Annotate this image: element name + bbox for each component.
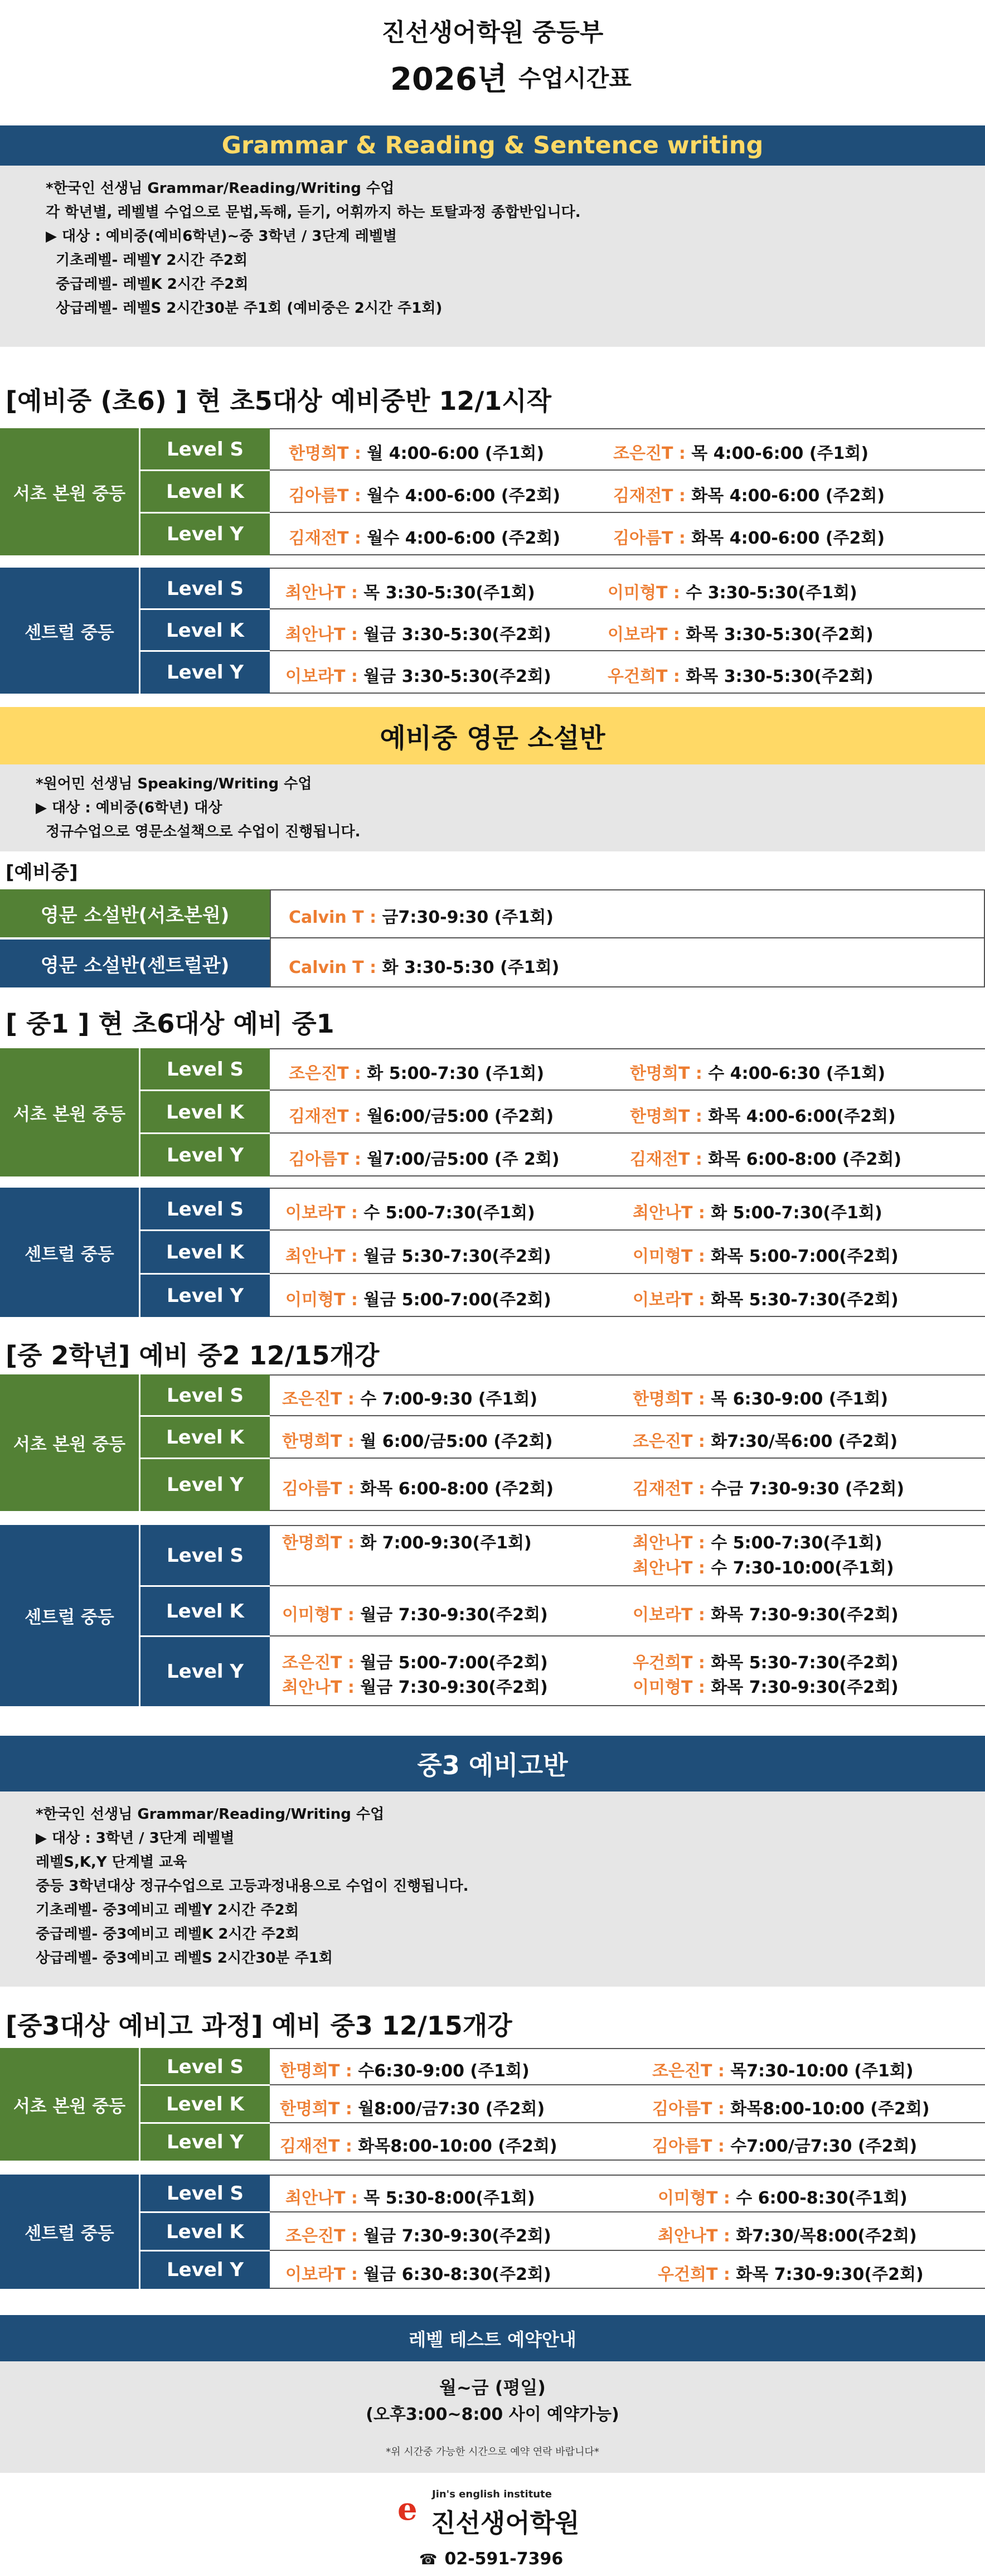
schedule-cell: 김재전T : 월수 4:00-6:00 (주2회) bbox=[289, 529, 561, 548]
schedule-cell: 최안나T : 목 3:30-5:30(주1회) bbox=[285, 583, 535, 603]
section-heading: [중 2학년] 예비 중2 12/15개강 bbox=[6, 1340, 380, 1371]
level-label: Level Y bbox=[140, 513, 270, 555]
phone-icon: ☎ bbox=[419, 2551, 438, 2568]
schedule-cell: 한명희T : 수6:30-9:00 (주1회) bbox=[280, 2061, 530, 2081]
section-heading: [중3대상 예비고 과정] 예비 중3 12/15개강 bbox=[6, 2011, 512, 2041]
schedule-cell: 이보라T : 화목 5:30-7:30(주2회) bbox=[633, 1290, 899, 1310]
section-heading: [ 중1 ] 현 초6대상 예비 중1 bbox=[6, 1009, 334, 1039]
schedule-cell: 최안나T : 월금 3:30-5:30(주2회) bbox=[285, 625, 551, 645]
level-label: Level Y bbox=[140, 2123, 270, 2161]
prehigh-info-line: *한국인 선생님 Grammar/Reading/Writing 수업 bbox=[36, 1806, 385, 1823]
schedule-cell: 조은진T : 목 4:00-6:00 (주1회) bbox=[613, 444, 869, 463]
schedule-cell: 김아름T : 월7:00/금5:00 (주 2회) bbox=[289, 1150, 560, 1169]
schedule-cell: 이보라T : 수 5:00-7:30(주1회) bbox=[285, 1203, 535, 1223]
schedule-cell: 조은진T : 월금 7:30-9:30(주2회) bbox=[285, 2226, 551, 2246]
schedule-cell: 한명희T : 수 4:00-6:30 (주1회) bbox=[630, 1064, 886, 1083]
level-label: Level K bbox=[140, 1231, 270, 1274]
novel-table bbox=[0, 889, 985, 987]
schedule-cell: 김재전T : 화목8:00-10:00 (주2회) bbox=[280, 2137, 557, 2156]
prehigh-info-line: 중급레벨- 중3예비고 레벨K 2시간 주2회 bbox=[36, 1926, 300, 1943]
schedule-cell: 한명희T : 월8:00/금7:30 (주2회) bbox=[280, 2099, 545, 2119]
logo-english-text: Jin's english institute bbox=[432, 2488, 552, 2500]
novel-info-line: *원어민 선생님 Speaking/Writing 수업 bbox=[36, 776, 312, 792]
level-label: Level S bbox=[140, 1374, 270, 1416]
schedule-table-central bbox=[0, 568, 985, 694]
novel-banner-text: 예비중 영문 소설반 bbox=[380, 723, 605, 754]
prehigh-info-line: 기초레벨- 중3예비고 레벨Y 2시간 주2회 bbox=[36, 1902, 299, 1919]
schedule-cell: 최안나T : 목 5:30-8:00(주1회) bbox=[285, 2188, 535, 2208]
level-label: Level S bbox=[140, 2048, 270, 2085]
timetable-subtitle: 수업시간표 bbox=[518, 65, 632, 92]
campus-label: 센트럴 중등 bbox=[0, 1525, 140, 1706]
schedule-cell: 조은진T : 목7:30-10:00 (주1회) bbox=[652, 2061, 914, 2081]
schedule-cell: 우건희T : 화목 5:30-7:30(주2회) bbox=[633, 1653, 899, 1673]
grammar-info-line: 각 학년별, 레벨별 수업으로 문법,독해, 듣기, 어휘까지 하는 토탈과정 종합반입니다. bbox=[46, 204, 581, 221]
level-test-days: 월~금 (평일) bbox=[439, 2377, 546, 2398]
grammar-info-line: ▶ 대상 : 예비중(예비6학년)~중 3학년 / 3단계 레벨별 bbox=[46, 228, 397, 245]
academy-logo bbox=[393, 2484, 605, 2540]
schedule-cell: 한명희T : 화목 4:00-6:00(주2회) bbox=[630, 1107, 896, 1126]
schedule-cell: 최안나T : 수 7:30-10:00(주1회) bbox=[633, 1558, 894, 1578]
schedule-cell: 최안나T : 화 5:00-7:30(주1회) bbox=[633, 1203, 882, 1223]
level-label: Level Y bbox=[140, 1636, 270, 1706]
level-label: Level S bbox=[140, 1188, 270, 1231]
schedule-table-seocho bbox=[0, 1374, 985, 1511]
novel-info-line: ▶ 대상 : 예비중(6학년) 대상 bbox=[36, 800, 222, 816]
schedule-cell: 조은진T : 월금 5:00-7:00(주2회) bbox=[282, 1653, 548, 1673]
year-title: 2026년 bbox=[390, 61, 507, 98]
campus-label: 센트럴 중등 bbox=[0, 568, 140, 694]
prehigh-info-box bbox=[0, 1791, 985, 1987]
schedule-cell: 김아름T : 월수 4:00-6:00 (주2회) bbox=[289, 486, 561, 506]
prehigh-info-line: 레벨S,K,Y 단계별 교육 bbox=[36, 1854, 187, 1871]
schedule-cell: 김아름T : 화목 6:00-8:00 (주2회) bbox=[282, 1479, 554, 1499]
novel-banner bbox=[0, 707, 985, 764]
campus-label: 센트럴 중등 bbox=[0, 2175, 140, 2289]
phone-number: 02-591-7396 bbox=[444, 2549, 564, 2569]
level-label: Level S bbox=[140, 1525, 270, 1586]
schedule-cell: 이보라T : 월금 3:30-5:30(주2회) bbox=[285, 667, 551, 686]
level-label: Level Y bbox=[140, 651, 270, 694]
schedule-table-seocho bbox=[0, 2048, 985, 2161]
schedule-cell: 조은진T : 화7:30/목6:00 (주2회) bbox=[633, 1432, 898, 1451]
phone-row bbox=[419, 2549, 563, 2572]
prehigh-info-line: 상급레벨- 중3예비고 레벨S 2시간30분 주1회 bbox=[36, 1950, 333, 1967]
schedule-table-central bbox=[0, 2175, 985, 2289]
campus-label: 서초 본원 중등 bbox=[0, 1374, 140, 1511]
grammar-info-line: 중급레벨- 레벨K 2시간 주2회 bbox=[56, 276, 249, 293]
level-label: Level Y bbox=[140, 1134, 270, 1176]
grammar-info-line: 상급레벨- 레벨S 2시간30분 주1회 (예비중은 2시간 주1회) bbox=[56, 300, 443, 317]
schedule-cell: 한명희T : 월 4:00-6:00 (주1회) bbox=[289, 444, 545, 463]
level-test-banner-text: 레벨 테스트 예약안내 bbox=[409, 2328, 576, 2350]
level-label: Level Y bbox=[140, 1274, 270, 1317]
schedule-cell: Calvin T : 금7:30-9:30 (주1회) bbox=[289, 908, 554, 927]
level-label: Level Y bbox=[140, 1459, 270, 1511]
schedule-cell: 최안나T : 화7:30/목8:00(주2회) bbox=[658, 2226, 917, 2246]
schedule-cell: 한명희T : 목 6:30-9:00 (주1회) bbox=[633, 1389, 889, 1409]
level-label: Level K bbox=[140, 2212, 270, 2251]
schedule-cell: 이미형T : 수 3:30-5:30(주1회) bbox=[608, 583, 857, 603]
schedule-table-central bbox=[0, 1525, 985, 1706]
level-test-hours: (오후3:00~8:00 사이 예약가능) bbox=[366, 2405, 619, 2424]
level-label: Level K bbox=[140, 1091, 270, 1134]
section-heading: [예비중 (초6) ] 현 초5대상 예비중반 12/1시작 bbox=[6, 386, 552, 416]
novel-info-box bbox=[0, 764, 985, 851]
level-label: Level K bbox=[140, 2085, 270, 2123]
schedule-cell: 김재전T : 화목 6:00-8:00 (주2회) bbox=[630, 1150, 902, 1169]
schedule-cell: 최안나T : 월금 7:30-9:30(주2회) bbox=[282, 1678, 548, 1697]
schedule-cell: 김재전T : 월6:00/금5:00 (주2회) bbox=[289, 1107, 554, 1126]
campus-label: 센트럴 중등 bbox=[0, 1188, 140, 1317]
campus-label: 서초 본원 중등 bbox=[0, 2048, 140, 2161]
schedule-cell: 김아름T : 화목 4:00-6:00 (주2회) bbox=[613, 529, 885, 548]
grammar-info-box bbox=[0, 166, 985, 347]
level-label: Level K bbox=[140, 471, 270, 513]
logo-e-icon: e bbox=[397, 2491, 418, 2527]
prehigh-info-line: ▶ 대상 : 3학년 / 3단계 레벨별 bbox=[36, 1830, 235, 1847]
level-label: Level Y bbox=[140, 2251, 270, 2289]
level-label: Level K bbox=[140, 609, 270, 651]
level-label: Level S bbox=[140, 2175, 270, 2212]
level-test-note: *위 시간중 가능한 시간으로 예약 연락 바랍니다* bbox=[386, 2446, 599, 2458]
schedule-cell: 이미형T : 월금 7:30-9:30(주2회) bbox=[282, 1605, 548, 1625]
level-label: Level S bbox=[140, 428, 270, 471]
schedule-cell: 이보라T : 월금 6:30-8:30(주2회) bbox=[285, 2265, 551, 2284]
novel-info-line: 정규수업으로 영문소설책으로 수업이 진행됩니다. bbox=[46, 824, 361, 840]
level-label: Level S bbox=[140, 1048, 270, 1091]
schedule-cell: 이미형T : 화목 5:00-7:00(주2회) bbox=[633, 1247, 899, 1266]
level-label: Level S bbox=[140, 568, 270, 609]
schedule-cell: 이미형T : 화목 7:30-9:30(주2회) bbox=[633, 1678, 899, 1697]
schedule-cell: 최안나T : 수 5:00-7:30(주1회) bbox=[633, 1533, 882, 1553]
schedule-table-seocho bbox=[0, 428, 985, 555]
schedule-cell: 우건희T : 화목 3:30-5:30(주2회) bbox=[608, 667, 874, 686]
schedule-cell: 이보라T : 화목 3:30-5:30(주2회) bbox=[608, 625, 874, 645]
level-test-box bbox=[0, 2361, 985, 2473]
grammar-info-line: 기초레벨- 레벨Y 2시간 주2회 bbox=[56, 252, 248, 269]
campus-label: 서초 본원 중등 bbox=[0, 1048, 140, 1176]
academy-title: 진선생어학원 중등부 bbox=[381, 18, 604, 47]
schedule-cell: 우건희T : 화목 7:30-9:30(주2회) bbox=[658, 2265, 924, 2284]
schedule-cell: 조은진T : 수 7:00-9:30 (주1회) bbox=[282, 1389, 538, 1409]
prehigh-banner-text: 중3 예비고반 bbox=[417, 1750, 568, 1780]
novel-tag: [예비중] bbox=[6, 861, 78, 884]
schedule-table-seocho bbox=[0, 1048, 985, 1176]
schedule-cell: 한명희T : 화 7:00-9:30(주1회) bbox=[282, 1533, 532, 1553]
schedule-cell: Calvin T : 화 3:30-5:30 (주1회) bbox=[289, 958, 560, 977]
level-label: Level K bbox=[140, 1416, 270, 1459]
novel-campus-label: 영문 소설반(센트럴관) bbox=[0, 940, 270, 987]
schedule-cell: 이미형T : 수 6:00-8:30(주1회) bbox=[658, 2188, 908, 2208]
grammar-banner bbox=[0, 125, 985, 166]
prehigh-info-line: 중등 3학년대상 정규수업으로 고등과정내용으로 수업이 진행됩니다. bbox=[36, 1878, 469, 1895]
schedule-table-central bbox=[0, 1188, 985, 1317]
prehigh-banner bbox=[0, 1736, 985, 1791]
schedule-cell: 이미형T : 월금 5:00-7:00(주2회) bbox=[285, 1290, 551, 1310]
schedule-cell: 김아름T : 화목8:00-10:00 (주2회) bbox=[652, 2099, 930, 2119]
schedule-cell: 최안나T : 월금 5:30-7:30(주2회) bbox=[285, 1247, 551, 1266]
schedule-cell: 김재전T : 화목 4:00-6:00 (주2회) bbox=[613, 486, 885, 506]
schedule-cell: 이보라T : 화목 7:30-9:30(주2회) bbox=[633, 1605, 899, 1625]
grammar-banner-text: Grammar & Reading & Sentence writing bbox=[221, 132, 764, 159]
schedule-cell: 김아름T : 수7:00/금7:30 (주2회) bbox=[652, 2137, 918, 2156]
schedule-cell: 조은진T : 화 5:00-7:30 (주1회) bbox=[289, 1064, 545, 1083]
level-test-banner bbox=[0, 2315, 985, 2361]
campus-label: 서초 본원 중등 bbox=[0, 428, 140, 555]
novel-campus-label: 영문 소설반(서초본원) bbox=[0, 889, 270, 937]
schedule-cell: 한명희T : 월 6:00/금5:00 (주2회) bbox=[282, 1432, 553, 1451]
level-label: Level K bbox=[140, 1586, 270, 1636]
grammar-info-line: *한국인 선생님 Grammar/Reading/Writing 수업 bbox=[46, 180, 395, 197]
schedule-cell: 김재전T : 수금 7:30-9:30 (주2회) bbox=[633, 1479, 905, 1499]
logo-korean-text: 진선생어학원 bbox=[431, 2508, 580, 2538]
